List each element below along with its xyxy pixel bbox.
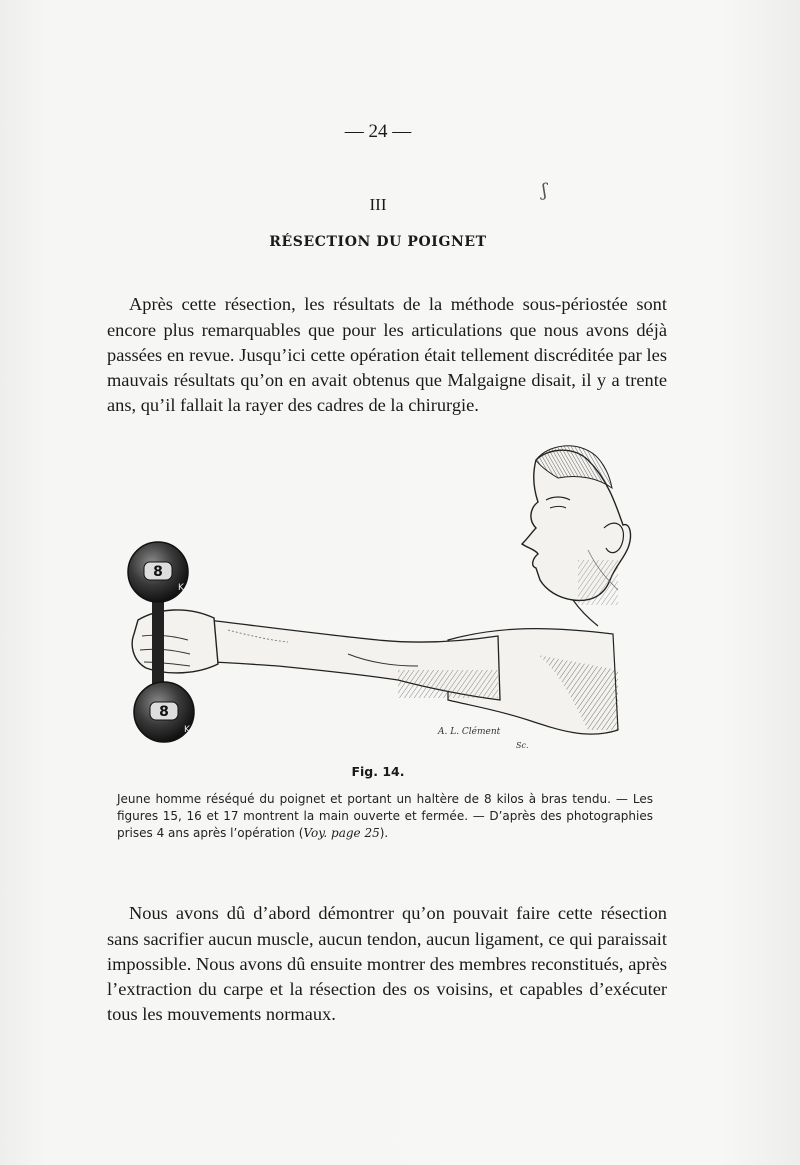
page-number: — 24 — — [344, 121, 412, 142]
artist-signature: A. L. Clément — [438, 727, 501, 737]
section-title: RÉSECTION DU POIGNET — [269, 234, 487, 250]
weight-unit-bottom: K — [184, 725, 190, 735]
figure-illustration — [118, 430, 638, 760]
weight-marking-bottom: 8 — [159, 704, 169, 720]
figure-caption — [117, 791, 653, 842]
figure-label: Fig. 14. — [351, 764, 405, 779]
caption-text: Jeune homme réséqué du poignet et portant un haltère de 8 kilos à bras tendu. — Les figures 15, 16 et 17 montrent la main ouverte et fermée. — D’après des photographies prises 4 ans après l’opération ( — [117, 792, 653, 840]
weight-marking: 8 — [153, 564, 163, 580]
paragraph-second: Nous avons dû d’abord démontrer qu’on pouvait faire cette résection sans sacrifier aucun muscle, aucun tendon, aucun ligament, ce qui paraissait impossible. Nous avons dû ensuite montrer des membres reconstitués, après l’extraction du carpe et la résection des os voisins, et capables d’exécuter tous les mouvements normaux. — [107, 903, 667, 1025]
section-number: III — [369, 195, 387, 214]
ink-mark: ʃ — [542, 180, 547, 201]
fist — [132, 610, 218, 673]
engraver-signature: Sc. — [516, 741, 529, 750]
caption-end: ). — [379, 826, 389, 840]
extended-arm — [208, 620, 500, 700]
paragraph-intro: Après cette résection, les résultats de la méthode sous-périostée sont encore plus remarquables que pour les articulations que nous avons déjà passées en revue. Jusqu’ici cette opération était tellement discréditée par les mauvais résultats qu’on en avait obtenus que Malgaigne disait, il y a trente ans, qu’il fallait la rayer des cadres de la chirurgie. — [107, 294, 667, 416]
weight-unit: K — [178, 583, 184, 593]
caption-reference: Voy. page 25 — [303, 826, 380, 840]
face-profile — [522, 446, 630, 626]
